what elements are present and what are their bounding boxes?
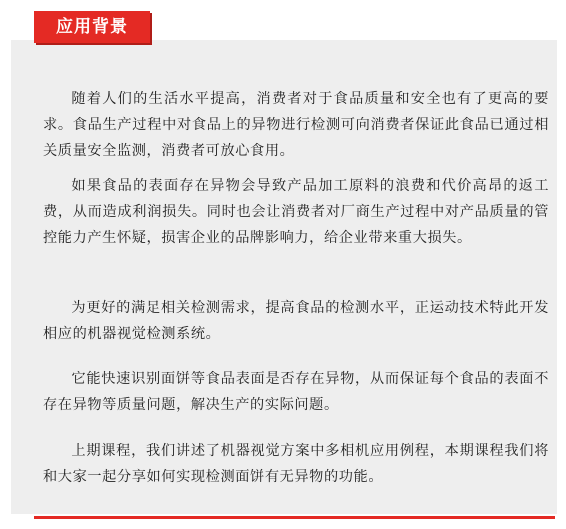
paragraph-system-development: 为更好的满足相关检测需求，提高食品的检测水平，正运动技术特此开发相应的机器视觉检测系统。 <box>43 300 549 342</box>
paragraph-course-intro: 上期课程，我们讲述了机器视觉方案中多相机应用例程，本期课程我们将和大家一起分享如何实现检测面饼有无异物的功能。 <box>43 443 549 485</box>
section-title-tag: 应用背景 <box>34 11 150 43</box>
paragraph-consumer-demand: 随着人们的生活水平提高，消费者对于食品质量和安全也有了更高的要求。食品生产过程中对食品上的异物进行检测可向消费者保证此食品已通过相关质量安全监测，消费者可放心食用。 <box>43 91 549 159</box>
paragraph-detection-capability: 它能快速识别面饼等食品表面是否存在异物，从而保证每个食品的表面不存在异物等质量问题，解决生产的实际问题。 <box>43 371 549 413</box>
content-panel <box>11 40 557 514</box>
bottom-divider <box>34 516 555 519</box>
paragraph-foreign-object-cost: 如果食品的表面存在异物会导致产品加工原料的浪费和代价高昂的返工费，从而造成利润损失。同时也会让消费者对厂商生产过程中对产品质量的管控能力产生怀疑，损害企业的品牌影响力，给企业带来重大损失。 <box>43 178 549 246</box>
